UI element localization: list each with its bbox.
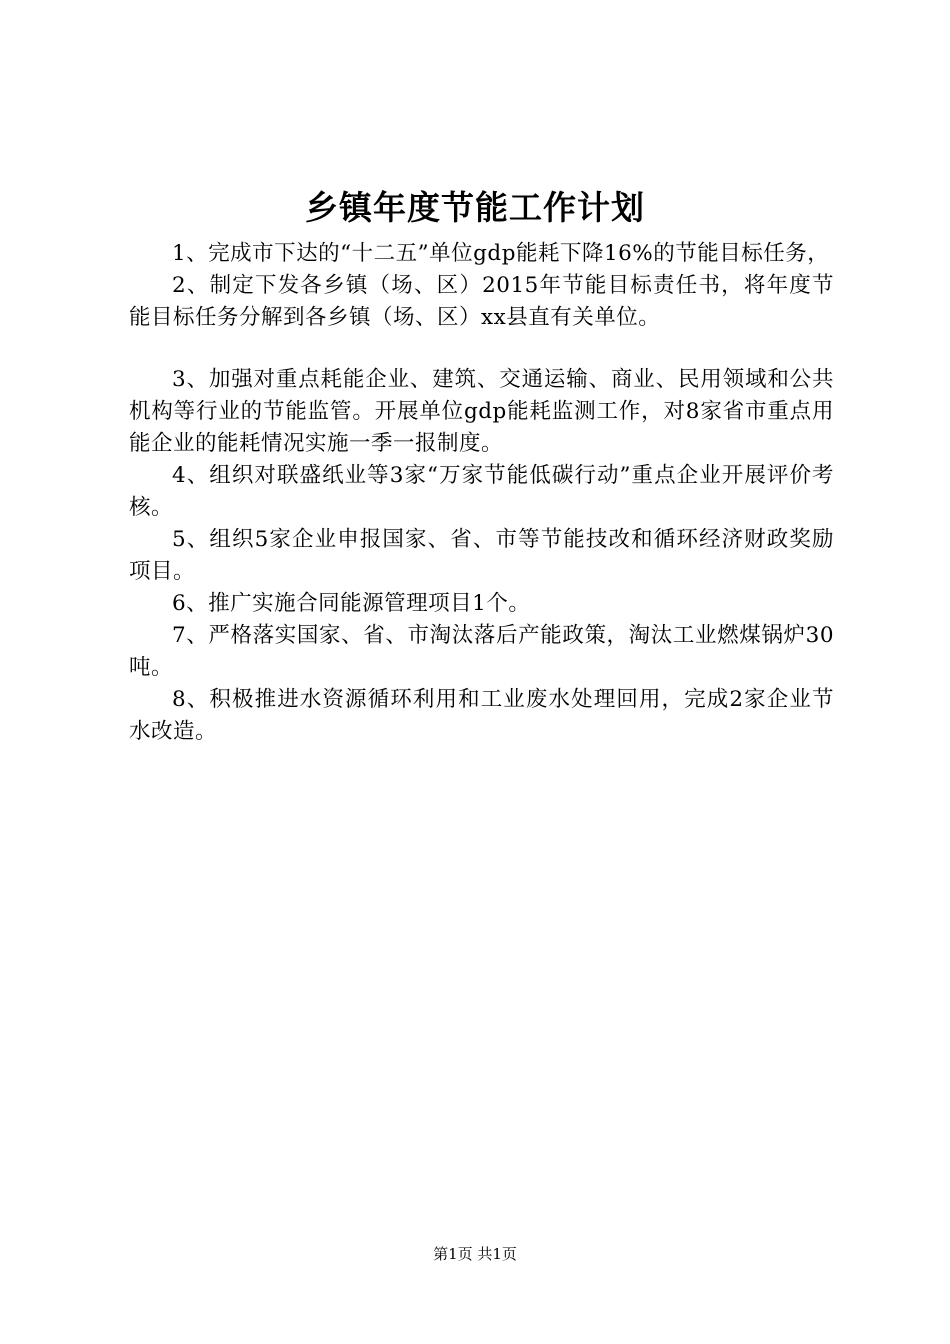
document-title: 乡镇年度节能工作计划 (305, 188, 645, 227)
paragraph-3: 3、加强对重点耗能企业、建筑、交通运输、商业、民用领域和公共机构等行业的节能监管。开展单位gdp能耗监测工作，对8家省市重点用能企业的能耗情况实施一季一报制度。 (129, 367, 834, 456)
paragraph-8: 8、积极推进水资源循环利用和工业废水处理回用，完成2家企业节水改造。 (129, 687, 834, 744)
paragraph-2: 2、制定下发各乡镇（场、区）2015年节能目标责任书，将年度节能目标任务分解到各乡镇（场、区）xx县直有关单位。 (129, 273, 834, 330)
paragraph-6: 6、推广实施合同能源管理项目1个。 (172, 591, 531, 616)
document-body (129, 238, 834, 748)
paragraph-7: 7、严格落实国家、省、市淘汰落后产能政策，淘汰工业燃煤锅炉30吨。 (129, 623, 834, 680)
paragraph-5: 5、组织5家企业申报国家、省、市等节能技改和循环经济财政奖励项目。 (129, 527, 834, 584)
paragraph-4: 4、组织对联盛纸业等3家“万家节能低碳行动”重点企业开展评价考核。 (129, 463, 834, 520)
page-footer: 第1页 共1页 (433, 1245, 517, 1263)
paragraph-1: 1、完成市下达的“十二五”单位gdp能耗下降16%的节能目标任务， (172, 241, 830, 266)
